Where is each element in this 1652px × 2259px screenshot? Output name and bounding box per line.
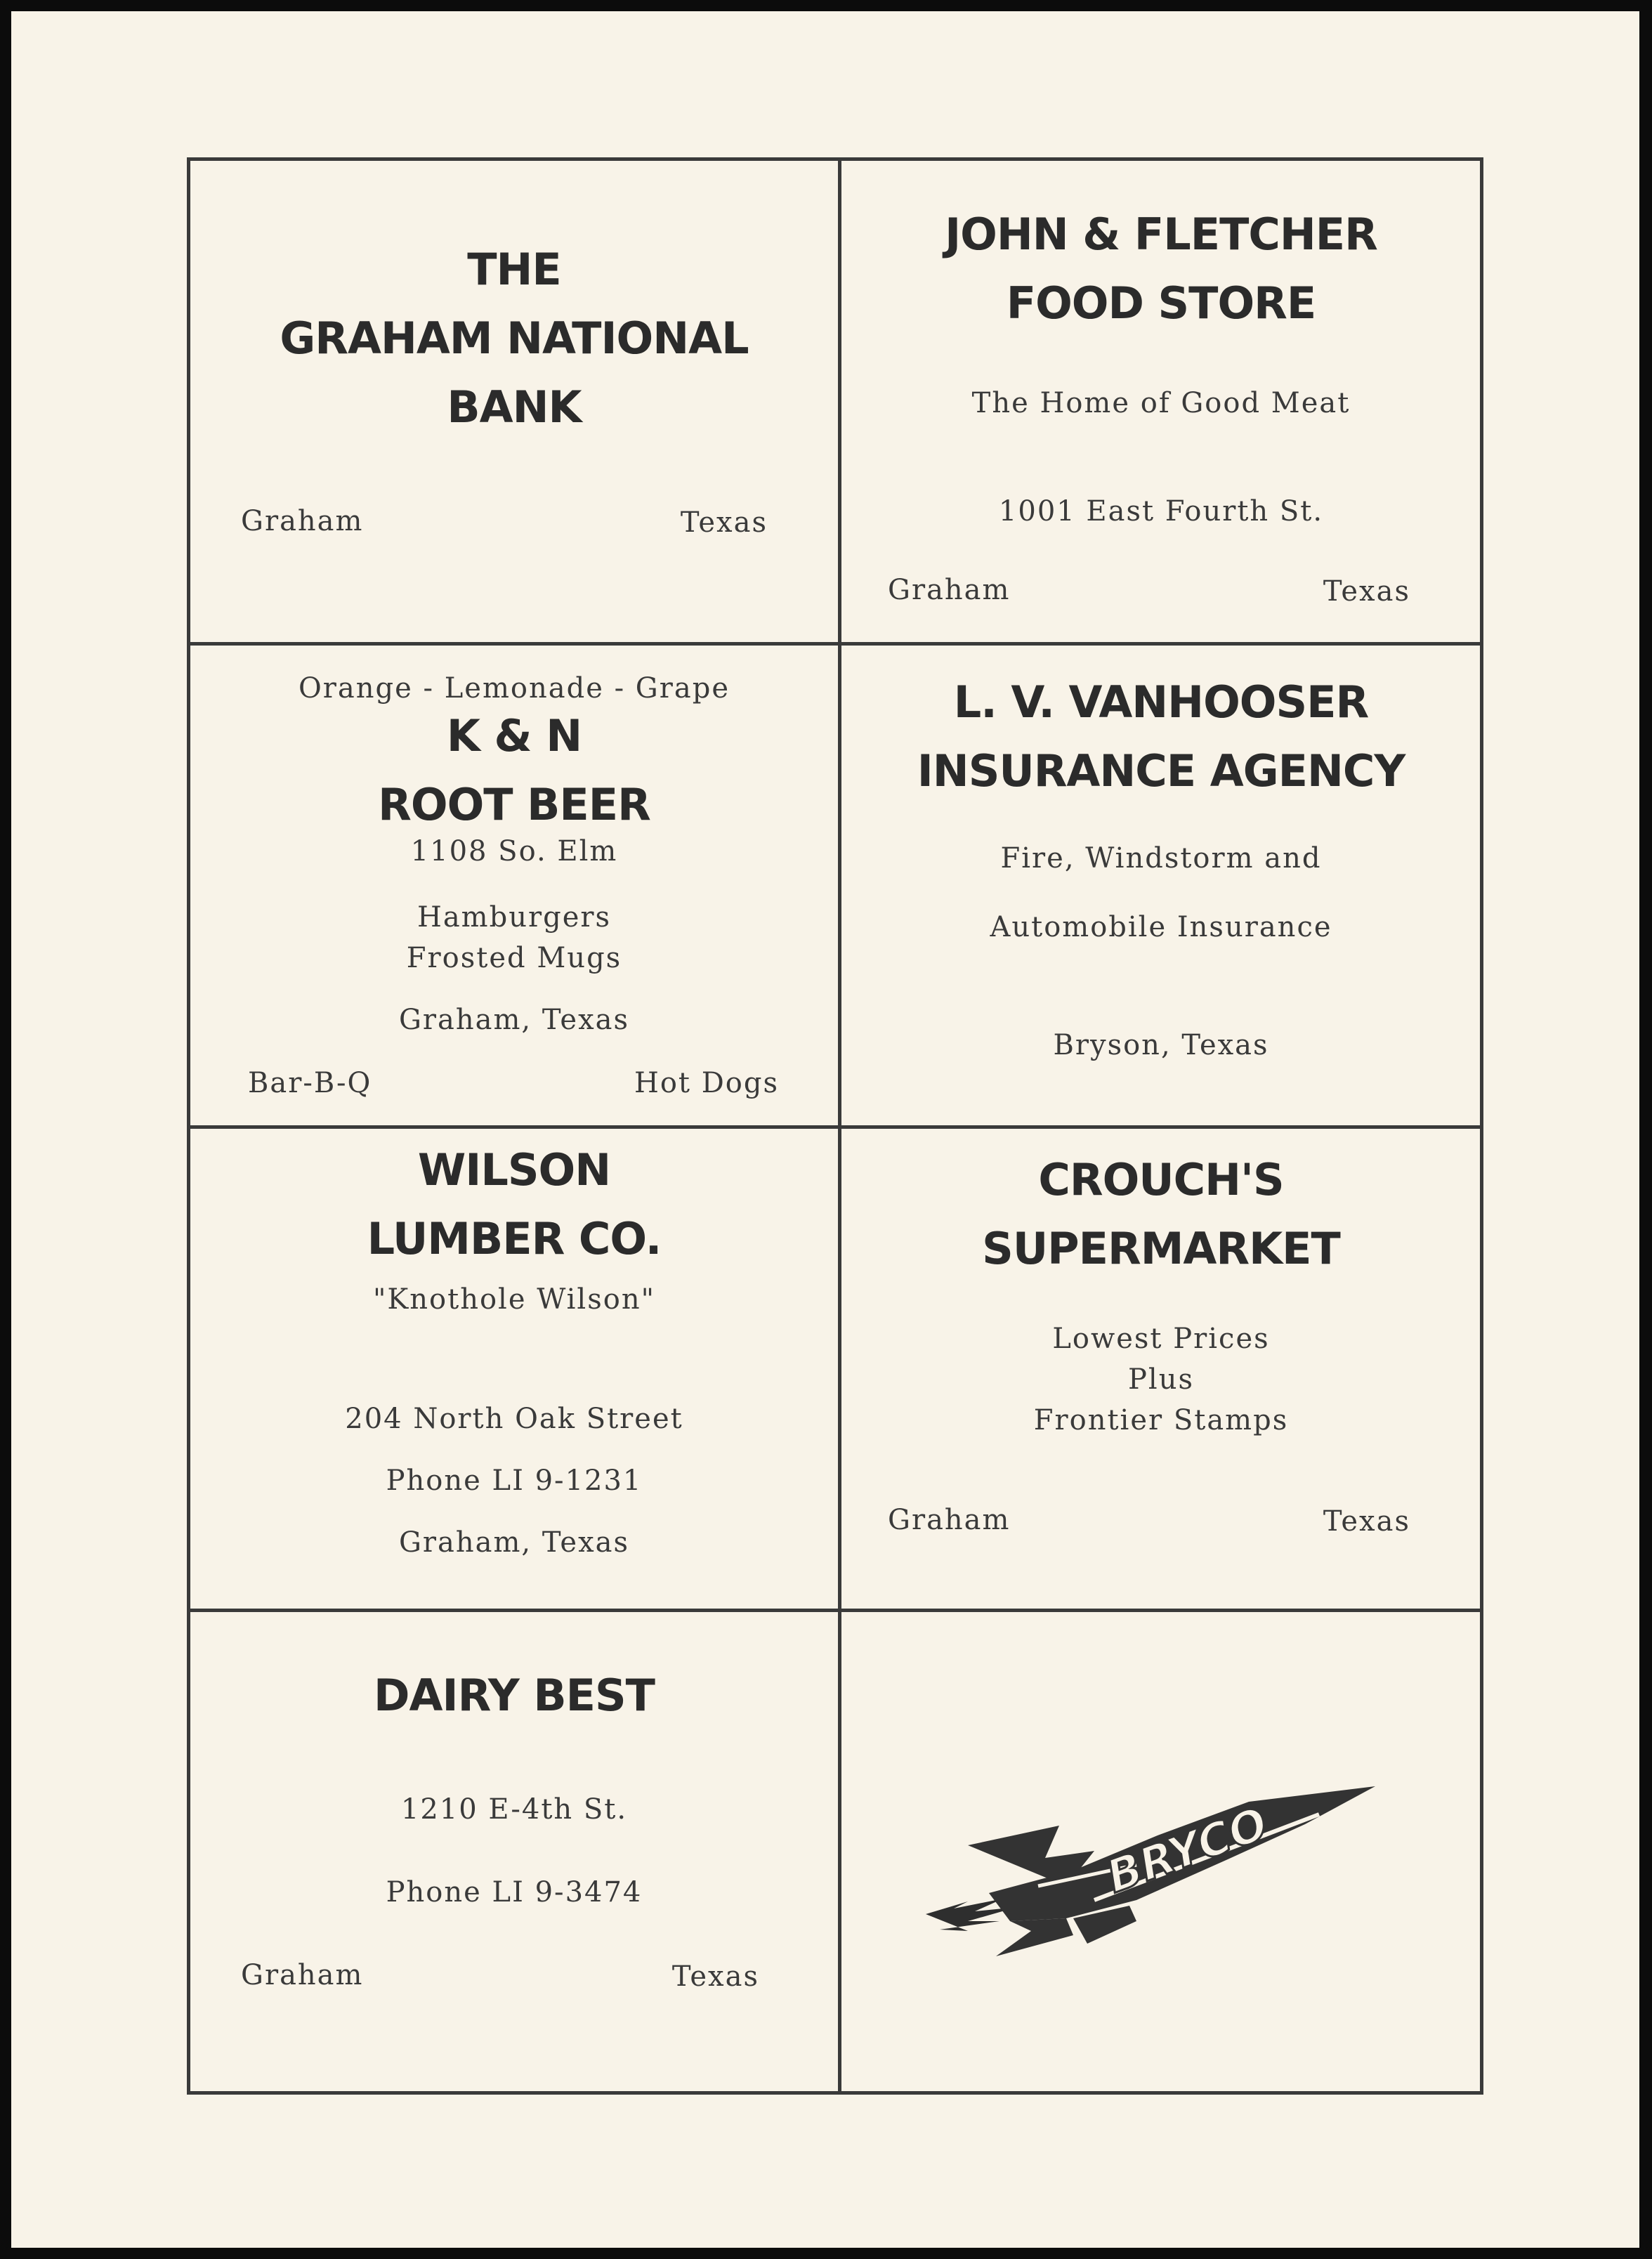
bryco-logo-text: BRYCO [1100, 1798, 1275, 1904]
ad-city: Graham [241, 505, 364, 537]
ad-wilson-lumber [190, 1129, 838, 1611]
ad-item: Frosted Mugs [406, 942, 622, 974]
ad-flavors: Orange - Lemonade - Grape [298, 672, 730, 705]
ad-title-line: DAIRY BEST [374, 1670, 655, 1721]
ad-title-line: LUMBER CO. [367, 1213, 662, 1264]
ad-tagline: The Home of Good Meat [971, 387, 1351, 419]
ad-graham-national-bank [190, 161, 838, 643]
ad-item-left: Bar-B-Q [248, 1067, 372, 1099]
ad-description: Frontier Stamps [1033, 1404, 1289, 1436]
ad-description: Automobile Insurance [990, 911, 1332, 943]
ad-dairy-best [190, 1612, 838, 2094]
ad-state: Texas [671, 1960, 759, 1993]
ad-title-line: CROUCH'S [1038, 1154, 1284, 1205]
ad-kn-root-beer [190, 646, 838, 1127]
ad-state: Texas [680, 506, 768, 539]
ad-title-line: SUPERMARKET [982, 1223, 1340, 1274]
ad-item: Hamburgers [417, 901, 612, 934]
ad-address: 1108 So. Elm [410, 835, 618, 867]
ad-city-state: Bryson, Texas [1053, 1029, 1269, 1061]
ad-city-state: Graham, Texas [398, 1526, 630, 1559]
ad-title-line: WILSON [417, 1144, 611, 1196]
ad-description: Plus [1128, 1363, 1194, 1396]
ad-bryco [841, 1612, 1481, 2094]
ad-description: Lowest Prices [1052, 1323, 1270, 1355]
yearbook-ad-page [11, 11, 1639, 2248]
ad-title-line: L. V. VANHOOSER [953, 676, 1369, 728]
ad-phone: Phone LI 9-1231 [386, 1465, 643, 1497]
ad-state: Texas [1323, 575, 1410, 608]
ad-address: 1210 E-4th St. [400, 1793, 628, 1826]
ad-address: 204 North Oak Street [345, 1403, 683, 1435]
rocket-icon [926, 1781, 1382, 1977]
ad-title-line: JOHN & FLETCHER [945, 209, 1377, 260]
ad-title-line: BANK [447, 381, 582, 433]
ad-city: Graham [888, 574, 1011, 606]
ad-title-line: INSURANCE AGENCY [917, 745, 1405, 797]
ad-city: Graham [241, 1959, 364, 1991]
ad-title-line: K & N [446, 710, 582, 761]
ad-vanhooser-insurance [841, 646, 1481, 1127]
ad-city: Graham [888, 1504, 1011, 1536]
ad-title-line: FOOD STORE [1006, 277, 1316, 329]
ad-state: Texas [1323, 1505, 1410, 1538]
ad-nickname: "Knothole Wilson" [373, 1283, 655, 1316]
ad-address: 1001 East Fourth St. [998, 495, 1324, 528]
ad-title-line: ROOT BEER [378, 779, 650, 830]
ad-title-line: THE [467, 244, 561, 295]
ad-grid [187, 157, 1483, 2095]
ad-description: Fire, Windstorm and [1000, 842, 1322, 875]
ad-title-line: GRAHAM NATIONAL [280, 313, 749, 364]
ad-city-state: Graham, Texas [398, 1004, 630, 1036]
ad-item-right: Hot Dogs [634, 1067, 779, 1099]
ad-phone: Phone LI 9-3474 [386, 1876, 643, 1908]
ad-crouchs-supermarket [841, 1129, 1481, 1611]
ad-john-fletcher-food-store [841, 161, 1481, 643]
